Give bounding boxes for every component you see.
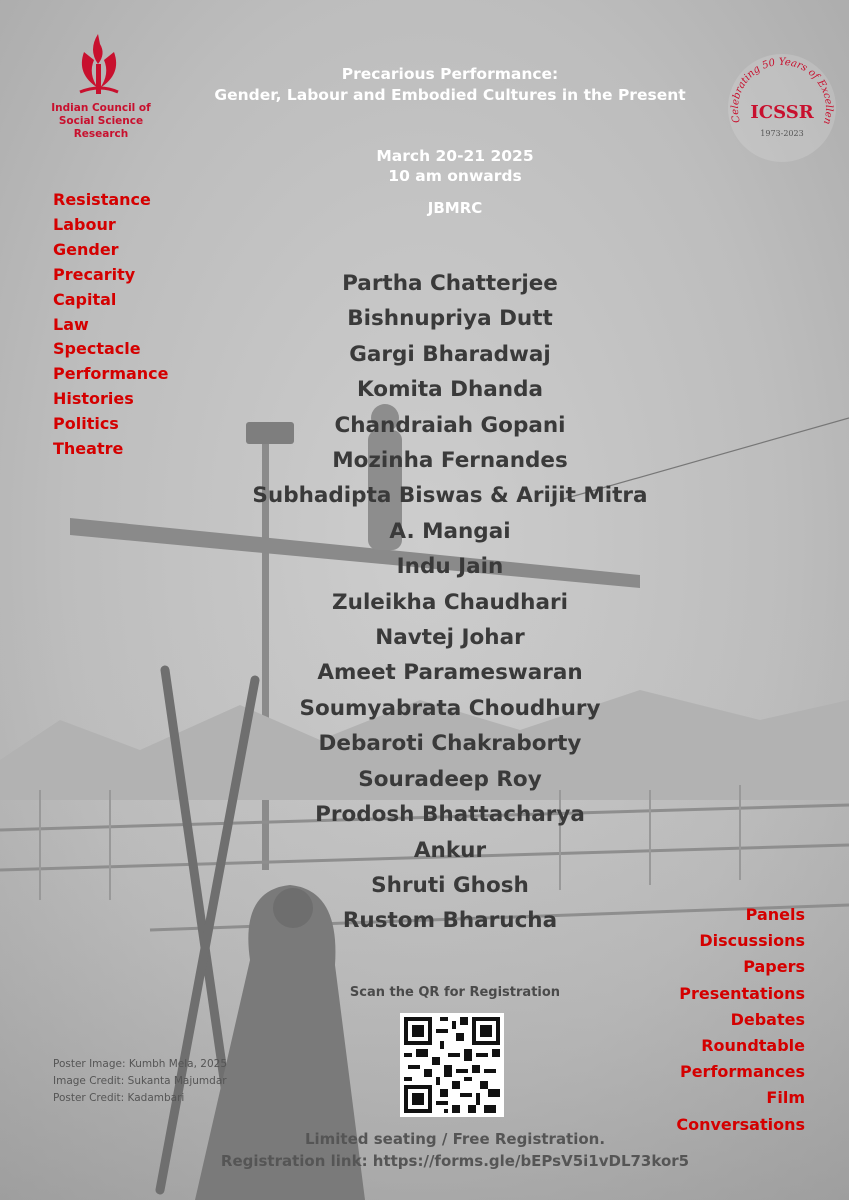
title-line1: Precarious Performance: (341, 65, 559, 83)
speaker-name: Ankur (413, 837, 487, 863)
event-datetime (300, 146, 610, 186)
icssr-name-line2: Social Science Research (58, 115, 144, 140)
formats-list (676, 902, 805, 1138)
format-item: Panels (745, 905, 805, 924)
speaker-name: Gargi Bharadwaj (349, 341, 551, 367)
format-item: Roundtable (701, 1036, 805, 1056)
photographer-credit: Image Credit: Sukanta Majumdar (53, 1075, 227, 1087)
theme-item: Gender (53, 239, 119, 259)
event-title (180, 64, 720, 106)
poster-image-credit: Poster Image: Kumbh Mela, 2025 (53, 1058, 228, 1070)
designer-credit: Poster Credit: Kadambari (53, 1092, 185, 1104)
icssr-name-line1: Indian Council of (51, 102, 151, 114)
speaker-name: Chandraiah Gopani (334, 412, 566, 438)
theme-item: Labour (53, 214, 116, 234)
qr-code-icon (400, 1013, 504, 1117)
speaker-name: Souradeep Roy (358, 766, 542, 792)
speaker-name: Subhadipta Biswas & Arijit Mitra (252, 483, 648, 509)
seating-note: Limited seating / Free Registration. (304, 1130, 606, 1148)
theme-item: Capital (53, 289, 117, 309)
theme-item: Performance (53, 364, 169, 384)
event-date: March 20-21 2025 (376, 147, 534, 165)
themes-list (53, 188, 169, 462)
speaker-name: Navtej Johar (375, 625, 525, 651)
event-time: 10 am onwards (388, 167, 522, 185)
theme-item: Resistance (53, 190, 151, 209)
speaker-name: A. Mangai (389, 518, 511, 544)
speaker-name: Indu Jain (396, 554, 504, 580)
registration-qr-code[interactable] (400, 1013, 504, 1117)
theme-item: Politics (53, 414, 119, 434)
speaker-name: Bishnupriya Dutt (347, 306, 553, 332)
format-item: Film (766, 1088, 805, 1108)
speaker-name: Partha Chatterjee (342, 271, 558, 296)
speaker-name: Rustom Bharucha (342, 908, 558, 934)
flame-emblem-icon (36, 30, 166, 98)
speaker-name: Komita Dhanda (357, 377, 543, 403)
theme-item: Histories (53, 389, 134, 409)
anniversary-mark: ICSSR (750, 102, 814, 123)
icssr-logo (36, 30, 166, 141)
theme-item: Precarity (53, 264, 136, 284)
anniversary-badge (726, 52, 838, 164)
registration-link[interactable]: Registration link: https://forms.gle/bEPsV5i1vDL73kor5 (220, 1152, 690, 1170)
event-venue: JBMRC (427, 199, 483, 217)
anniversary-years: 1973-2023 (760, 129, 804, 138)
format-item: Debates (730, 1009, 805, 1029)
speaker-name: Mozinha Fernandes (332, 448, 568, 474)
registration-footer (150, 1128, 760, 1172)
anniversary-arc-text: Celebrating 50 Years of Excellen (729, 56, 835, 126)
theme-item: Spectacle (53, 339, 141, 359)
format-item: Presentations (679, 983, 805, 1003)
theme-item: Law (53, 314, 89, 334)
speakers-list (230, 266, 670, 939)
format-item: Conversations (676, 1114, 805, 1134)
theme-item: Theatre (53, 439, 124, 459)
speaker-name: Debaroti Chakraborty (318, 731, 582, 757)
format-item: Discussions (699, 931, 805, 951)
poster-credits (53, 1056, 227, 1107)
title-line2: Gender, Labour and Embodied Cultures in the Present (214, 86, 686, 104)
speaker-name: Ameet Parameswaran (317, 660, 583, 686)
speaker-name: Prodosh Bhattacharya (315, 802, 585, 828)
speaker-name: Soumyabrata Choudhury (299, 695, 601, 721)
format-item: Performances (679, 1062, 805, 1082)
format-item: Papers (743, 957, 805, 977)
scan-qr-label: Scan the QR for Registration (349, 985, 561, 1000)
speaker-name: Zuleikha Chaudhari (332, 589, 568, 615)
speaker-name: Shruti Ghosh (371, 872, 529, 898)
